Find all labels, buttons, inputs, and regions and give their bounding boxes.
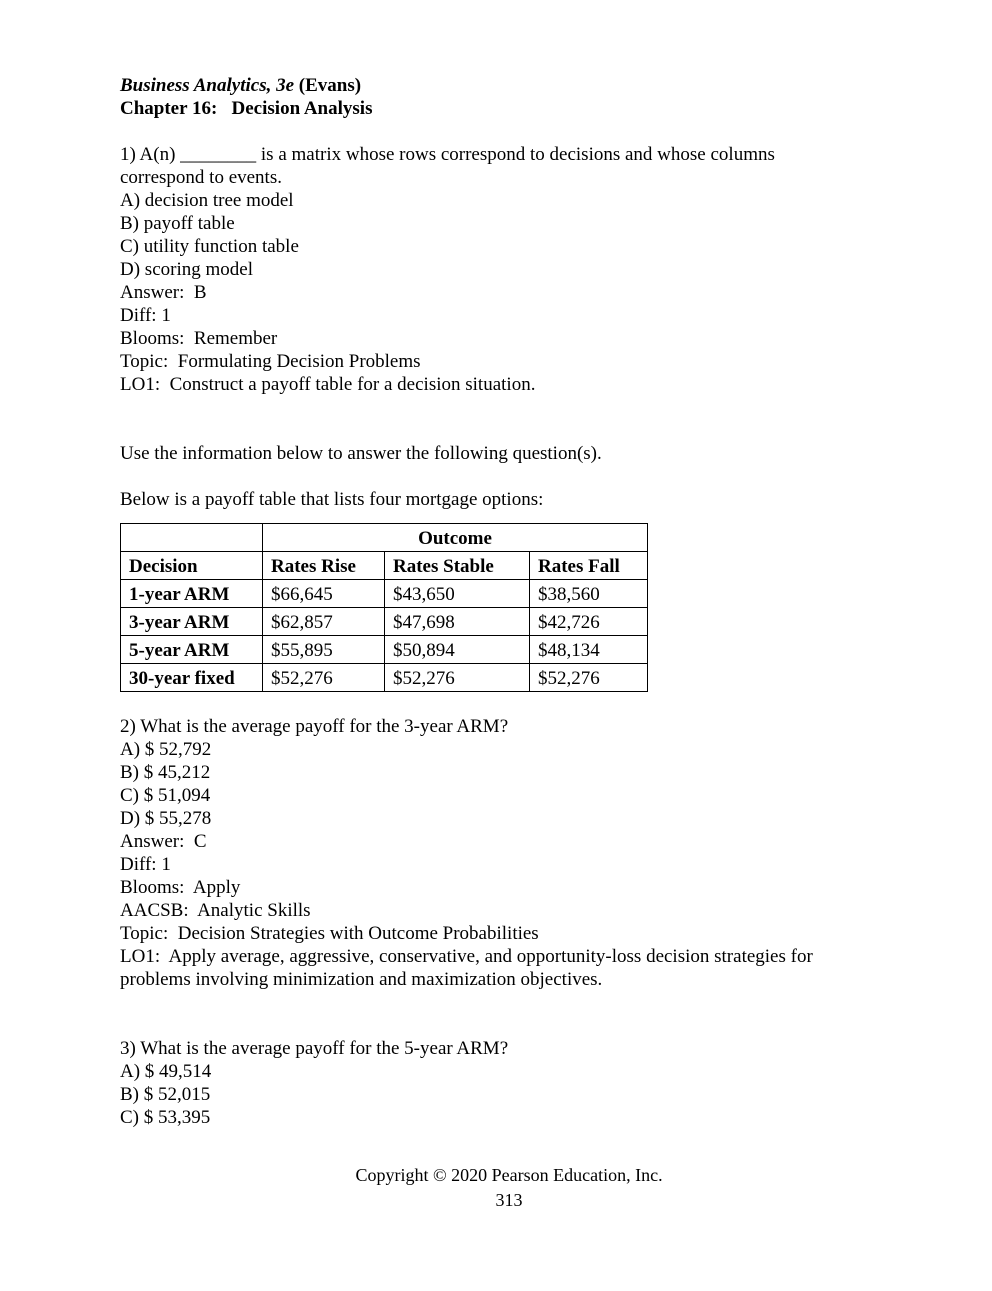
table-row: [121, 580, 648, 608]
table-cell-fall: $52,276: [530, 664, 648, 692]
table-cell-rise: $62,857: [263, 608, 385, 636]
table-cell-stable: $50,894: [385, 636, 530, 664]
q3-option-a: A) $ 49,514: [120, 1061, 212, 1082]
book-title-line: [120, 74, 880, 97]
table-header-rates-stable: Rates Stable: [385, 552, 530, 580]
table-cell-rise: $66,645: [263, 580, 385, 608]
copyright-notice: Copyright © 2020 Pearson Education, Inc.: [355, 1165, 663, 1185]
table-cell-rise: $52,276: [263, 664, 385, 692]
table-header-rates-rise: Rates Rise: [263, 552, 385, 580]
table-cell-stable: $43,650: [385, 580, 530, 608]
table-cell-decision: 1-year ARM: [121, 580, 263, 608]
book-author: (Evans): [298, 75, 362, 96]
question-2: [120, 715, 880, 991]
q3-option-c: C) $ 53,395: [120, 1107, 211, 1128]
table-row: [121, 608, 648, 636]
chapter-title: Chapter 16: Decision Analysis: [120, 98, 373, 119]
document-page: [120, 74, 880, 1129]
q2-lo-line-1: LO1: Apply average, aggressive, conservative, and opportunity-loss decision strategies for: [120, 946, 813, 967]
table-header-row: [121, 552, 648, 580]
table-cell-stable: $47,698: [385, 608, 530, 636]
q2-aacsb: AACSB: Analytic Skills: [120, 900, 311, 921]
table-cell-decision: 5-year ARM: [121, 636, 263, 664]
q2-topic: Topic: Decision Strategies with Outcome Probabilities: [120, 923, 539, 944]
table-group-header-row: [121, 524, 648, 552]
q2-option-c: C) $ 51,094: [120, 785, 211, 806]
q2-lo-line-2: problems involving minimization and maximization objectives.: [120, 969, 603, 990]
table-cell-fall: $38,560: [530, 580, 648, 608]
q2-blooms: Blooms: Apply: [120, 877, 241, 898]
question-1: [120, 143, 880, 396]
table-cell-rise: $55,895: [263, 636, 385, 664]
table-header-outcome: Outcome: [263, 524, 648, 552]
q1-stem-line-1: 1) A(n) ________ is a matrix whose rows correspond to decisions and whose columns: [120, 144, 775, 165]
payoff-table: [120, 523, 648, 692]
q1-diff: Diff: 1: [120, 305, 171, 326]
q1-option-b: B) payoff table: [120, 213, 235, 234]
question-3: [120, 1037, 880, 1129]
q1-option-c: C) utility function table: [120, 236, 299, 257]
table-header-rates-fall: Rates Fall: [530, 552, 648, 580]
table-cell-decision: 30-year fixed: [121, 664, 263, 692]
q3-stem: 3) What is the average payoff for the 5-year ARM?: [120, 1038, 509, 1059]
q1-blooms: Blooms: Remember: [120, 328, 278, 349]
table-cell-decision: 3-year ARM: [121, 608, 263, 636]
table-header-blank: [121, 524, 263, 552]
q3-option-b: B) $ 52,015: [120, 1084, 211, 1105]
table-caption: Below is a payoff table that lists four mortgage options:: [120, 489, 544, 510]
page-number: 313: [495, 1190, 523, 1210]
q2-option-d: D) $ 55,278: [120, 808, 212, 829]
table-row: [121, 664, 648, 692]
q1-lo: LO1: Construct a payoff table for a decision situation.: [120, 374, 536, 395]
q2-answer: Answer: C: [120, 831, 207, 852]
q2-stem: 2) What is the average payoff for the 3-year ARM?: [120, 716, 509, 737]
q1-answer: Answer: B: [120, 282, 207, 303]
book-title: Business Analytics, 3e: [120, 75, 295, 96]
page-footer: [0, 1163, 992, 1213]
info-intro: Use the information below to answer the following question(s).: [120, 443, 602, 464]
table-cell-fall: $48,134: [530, 636, 648, 664]
table-row: [121, 636, 648, 664]
q2-option-a: A) $ 52,792: [120, 739, 212, 760]
table-header-decision: Decision: [121, 552, 263, 580]
q1-topic: Topic: Formulating Decision Problems: [120, 351, 421, 372]
table-cell-stable: $52,276: [385, 664, 530, 692]
table-cell-fall: $42,726: [530, 608, 648, 636]
q2-option-b: B) $ 45,212: [120, 762, 211, 783]
q1-stem-line-2: correspond to events.: [120, 167, 282, 188]
q1-option-d: D) scoring model: [120, 259, 253, 280]
q1-option-a: A) decision tree model: [120, 190, 294, 211]
q2-diff: Diff: 1: [120, 854, 171, 875]
